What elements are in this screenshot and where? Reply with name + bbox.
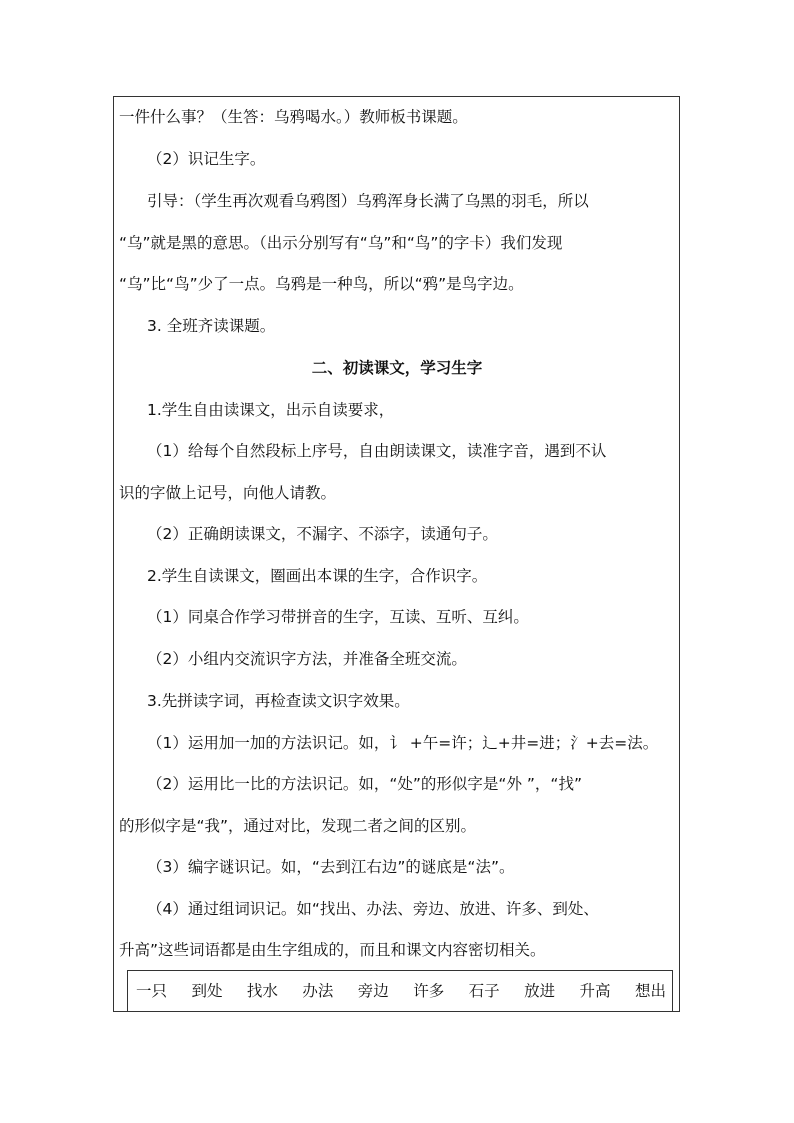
paragraph-line: （2）小组内交流识字方法，并准备全班交流。 (147, 650, 467, 668)
vocab-word: 找水 (246, 982, 278, 1000)
vocab-word: 想出 (634, 982, 666, 1000)
paragraph-line: “乌”就是黑的意思。（出示分别写有“乌”和“鸟”的字卡）我们发现 (119, 234, 563, 252)
paragraph-line: （1）同桌合作学习带拼音的生字，互读、互听、互纠。 (147, 608, 529, 626)
vocab-word: 石子 (468, 982, 500, 1000)
paragraph-line: 的形似字是“我”，通过对比，发现二者之间的区别。 (119, 817, 477, 835)
vocab-word: 许多 (413, 982, 445, 1000)
paragraph-line: （2）识记生字。 (147, 150, 266, 168)
paragraph-line: 一件什么事？（生答：乌鸦喝水。）教师板书课题。 (119, 108, 468, 126)
paragraph-line: 升高”这些词语都是由生字组成的，而且和课文内容密切相关。 (119, 941, 546, 959)
vocab-word: 升高 (579, 982, 611, 1000)
paragraph-line: “乌”比“鸟”少了一点。乌鸦是一种鸟，所以“鸦”是鸟字边。 (119, 275, 524, 293)
paragraph-line: （2）运用比一比的方法识记。如，“处”的形似字是“外 ”，“找” (147, 775, 582, 793)
vocabulary-box (127, 970, 673, 1012)
vocab-word: 一只 (136, 982, 168, 1000)
vocab-word: 到处 (191, 982, 223, 1000)
paragraph-line: 3. 全班齐读课题。 (147, 317, 276, 335)
paragraph-line: 1.学生自由读课文，出示自读要求， (147, 401, 395, 419)
paragraph-line: （2）正确朗读课文，不漏字、不添字，读通句子。 (147, 525, 498, 543)
vocab-word: 旁边 (357, 982, 389, 1000)
paragraph-line: 引导：（学生再次观看乌鸦图）乌鸦浑身长满了乌黑的羽毛，所以 (147, 192, 589, 210)
paragraph-line: （3）编字谜识记。如，“去到江右边”的谜底是“法”。 (147, 858, 515, 876)
paragraph-line: 识的字做上记号，向他人请教。 (119, 484, 337, 502)
paragraph-line: 2.学生自读课文，圈画出本课的生字，合作识字。 (147, 567, 488, 585)
vocab-word: 办法 (302, 982, 334, 1000)
vocab-word: 放进 (524, 982, 556, 1000)
paragraph-line: 3.先拼读字词，再检查读文识字效果。 (147, 692, 410, 710)
paragraph-line: （4）通过组词识记。如“找出、办法、旁边、放进、许多、到处、 (147, 900, 599, 918)
paragraph-line: （1）运用加一加的方法识记。如，讠 +午=许；辶+井=进；氵+去=法。 (147, 734, 659, 752)
paragraph-line: （1）给每个自然段标上序号，自由朗读课文，读准字音，遇到不认 (147, 442, 607, 460)
section-heading: 二、初读课文，学习生字 (311, 359, 483, 377)
